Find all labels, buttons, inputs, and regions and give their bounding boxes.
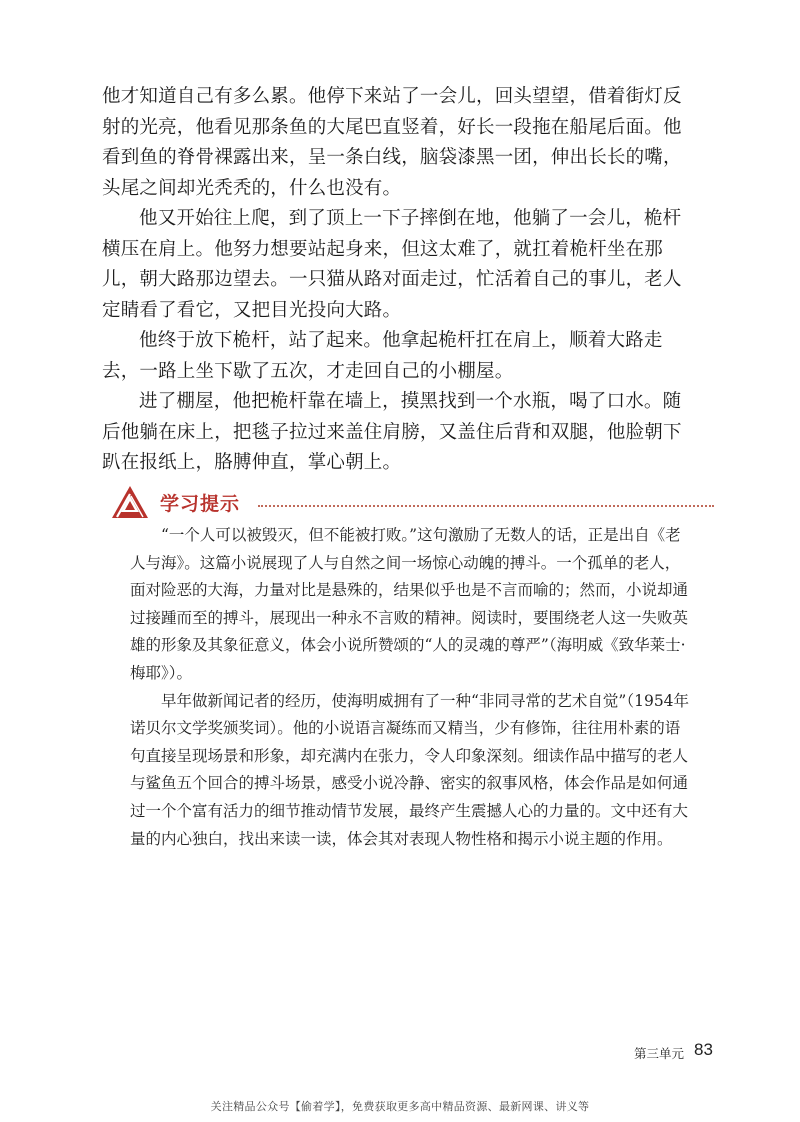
story-paragraph: 进了棚屋，他把桅杆靠在墙上，摸黑找到一个水瓶，喝了口水。随后他躺在床上，把毯子拉过来盖住肩膀，又盖住后背和双腿，他脸朝下趴在报纸上，胳膊伸直，掌心朝上。: [102, 391, 682, 473]
study-tips-title: 学习提示: [160, 493, 241, 515]
study-tips-paragraph: 早年做新闻记者的经历，使海明威拥有了一种“非同寻常的艺术自觉”（1954年诺贝尔文学奖颁奖词）。他的小说语言凝练而又精当，少有修饰，往往用朴素的语句直接呈现场景和形象，却充满内在张力，令人印象深刻。细读作品中描写的老人与鲨鱼五个回合的搏斗场景，感受小说冷静、密实的叙事风格，体会作品是如何通过一个个富有活力的细节推动情节发展，最终产生震撼人心的力量的。文中还有大量的内心独白，找出来读一读，体会其对表现人物性格和揭示小说主题的作用。: [130, 691, 690, 848]
study-tips-body: [130, 522, 695, 853]
watermark-text: 关注精品公众号【偷着学】，免费获取更多高中精品资源、最新网课、讲义等: [210, 1100, 590, 1113]
unit-label: 第三单元: [634, 1046, 685, 1061]
study-tips-paragraph: “一个人可以被毁灭，但不能被打败。”这句激励了无数人的话，正是出自《老人与海》。这篇小说展现了人与自然之间一场惊心动魄的搏斗。一个孤单的老人，面对险恶的大海，力量对比是悬殊的，结果似乎也是不言而喻的；然而，小说却通过接踵而至的搏斗，展现出一种永不言败的精神。阅读时，要围绕老人这一失败英雄的形象及其象征意义，体会小说所赞颂的“人的灵魂的尊严”（海明威《致华莱士·梅耶》）。: [130, 526, 689, 682]
story-text: [102, 82, 698, 479]
page-number: 83: [694, 1040, 713, 1059]
story-paragraph: 他终于放下桅杆，站了起来。他拿起桅杆扛在肩上，顺着大路走去，一路上坐下歇了五次，才走回自己的小棚屋。: [102, 330, 663, 382]
study-tips-header: [110, 484, 714, 520]
study-tips-logo-icon: [110, 484, 150, 520]
story-paragraph: 他才知道自己有多么累。他停下来站了一会儿，回头望望，借着街灯反射的光亮，他看见那条鱼的大尾巴直竖着，好长一段拖在船尾后面。他看到鱼的脊骨裸露出来，呈一条白线，脑袋漆黑一团，伸出长长的嘴，头尾之间却光秃秃的，什么也没有。: [102, 86, 682, 199]
study-tips-divider: [258, 505, 714, 507]
story-paragraph: 他又开始往上爬，到了顶上一下子摔倒在地，他躺了一会儿，桅杆横压在肩上。他努力想要站起身来，但这太难了，就扛着桅杆坐在那儿，朝大路那边望去。一只猫从路对面走过，忙活着自己的事儿，老人定睛看了看它，又把目光投向大路。: [102, 208, 682, 321]
